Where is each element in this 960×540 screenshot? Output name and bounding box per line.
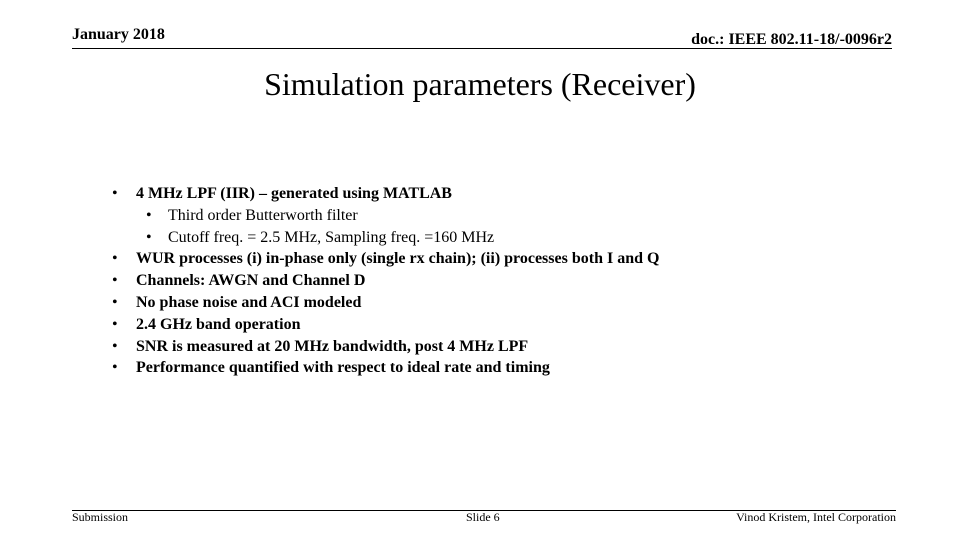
footer-submission: Submission	[72, 510, 129, 524]
header-divider	[72, 48, 892, 49]
bullet-text: SNR is measured at 20 MHz bandwidth, post 4 MHz LPF	[136, 337, 529, 355]
bullet-marker: •	[112, 359, 118, 377]
sub-bullet-text: Cutoff freq. = 2.5 MHz, Sampling freq. =160 MHz	[168, 228, 495, 246]
bullet-item	[112, 248, 892, 270]
bullet-marker: •	[112, 337, 118, 355]
bullet-item	[112, 270, 892, 292]
sub-bullet-marker: •	[146, 228, 152, 246]
bullet-item	[112, 336, 892, 358]
bullet-item	[112, 292, 892, 314]
header-doc-id: doc.: IEEE 802.11-18/-0096r2	[691, 31, 892, 48]
sub-bullet-item	[136, 227, 892, 249]
bullet-list	[112, 183, 892, 379]
bullet-marker: •	[112, 293, 118, 311]
sub-bullet-text: Third order Butterworth filter	[168, 206, 358, 224]
footer-author: Vinod Kristem, Intel Corporation	[736, 510, 896, 524]
bullet-marker: •	[112, 250, 118, 268]
bullet-text: WUR processes (i) in-phase only (single rx chain); (ii) processes both I and Q	[136, 250, 660, 268]
sub-bullet-marker: •	[146, 206, 152, 224]
footer-slide-number: Slide 6	[466, 510, 500, 524]
bullet-text: Performance quantified with respect to ideal rate and timing	[136, 359, 550, 377]
bullet-marker: •	[112, 185, 118, 202]
bullet-text: 2.4 GHz band operation	[136, 315, 301, 333]
sub-bullet-list	[136, 205, 892, 249]
bullet-marker: •	[112, 272, 118, 290]
bullet-text: 4 MHz LPF (IIR) – generated using MATLAB	[136, 185, 452, 202]
bullet-item	[112, 183, 892, 248]
sub-bullet-item	[136, 205, 892, 227]
bullet-item	[112, 314, 892, 336]
slide-title: Simulation parameters (Receiver)	[264, 66, 696, 102]
bullet-text: No phase noise and ACI modeled	[136, 293, 362, 311]
bullet-text: Channels: AWGN and Channel D	[136, 272, 366, 290]
bullet-item	[112, 357, 892, 379]
header-date: January 2018	[72, 26, 165, 43]
bullet-marker: •	[112, 315, 118, 333]
